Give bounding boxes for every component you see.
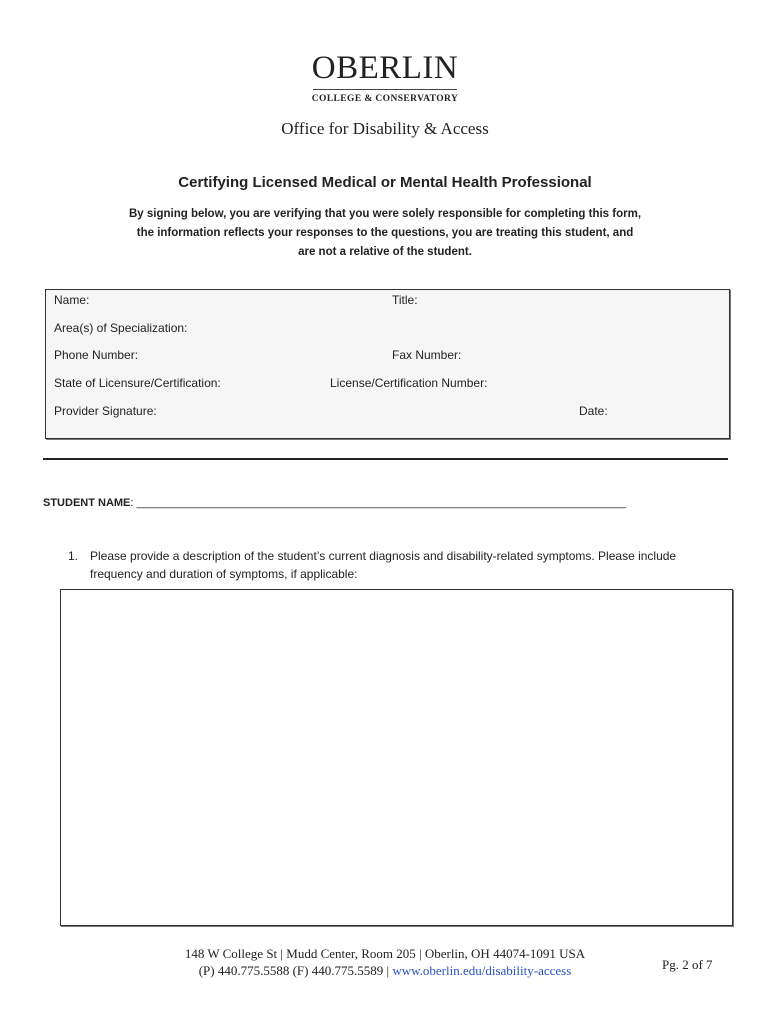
student-name-label: STUDENT NAME <box>43 497 131 509</box>
student-name-field[interactable] <box>43 497 626 509</box>
intro-line: the information reflects your responses to the questions, you are treating this student, and <box>136 227 634 239</box>
phone-field[interactable]: Phone Number: <box>54 348 139 362</box>
state-licensure-field[interactable]: State of Licensure/Certification: <box>54 376 221 390</box>
date-field[interactable]: Date: <box>579 404 608 418</box>
footer-contact-line <box>120 962 650 979</box>
footer-address-block <box>120 945 650 979</box>
section-divider <box>43 458 728 460</box>
answer-1-textarea[interactable] <box>60 589 733 926</box>
logo-wordmark: OBERLIN <box>311 50 459 86</box>
intro-line: By signing below, you are verifying that you were solely responsible for completing this form, <box>128 208 642 220</box>
provider-info-box <box>45 289 730 439</box>
signature-field[interactable]: Provider Signature: <box>54 404 157 418</box>
logo-subtitle: COLLEGE & CONSERVATORY <box>311 94 459 104</box>
form-title: Certifying Licensed Medical or Mental Health Professional <box>178 174 592 191</box>
page-number: Pg. 2 of 7 <box>662 957 713 972</box>
question-text: Please provide a description of the student’s current diagnosis and disability-related symptoms. Please include frequency and duration of symptoms, if applicable: <box>90 549 677 581</box>
footer-phone-fax: (P) 440.775.5588 (F) 440.775.5589 | <box>198 963 393 978</box>
footer-website-link[interactable]: www.oberlin.edu/disability-access <box>392 963 572 978</box>
question-number: 1. <box>68 549 79 563</box>
title-field[interactable]: Title: <box>392 293 418 307</box>
name-field[interactable]: Name: <box>54 293 90 307</box>
license-number-field[interactable]: License/Certification Number: <box>330 376 488 390</box>
fax-field[interactable]: Fax Number: <box>392 348 462 362</box>
logo-divider <box>313 89 457 90</box>
intro-statement <box>100 205 670 262</box>
student-name-line: : ________________________________________________________________________________ <box>130 497 626 509</box>
office-title: Office for Disability & Access <box>281 119 489 138</box>
intro-line: are not a relative of the student. <box>298 246 472 258</box>
footer-address: 148 W College St | Mudd Center, Room 205 | Oberlin, OH 44074-1091 USA <box>184 946 586 961</box>
specialization-field[interactable]: Area(s) of Specialization: <box>54 321 188 335</box>
